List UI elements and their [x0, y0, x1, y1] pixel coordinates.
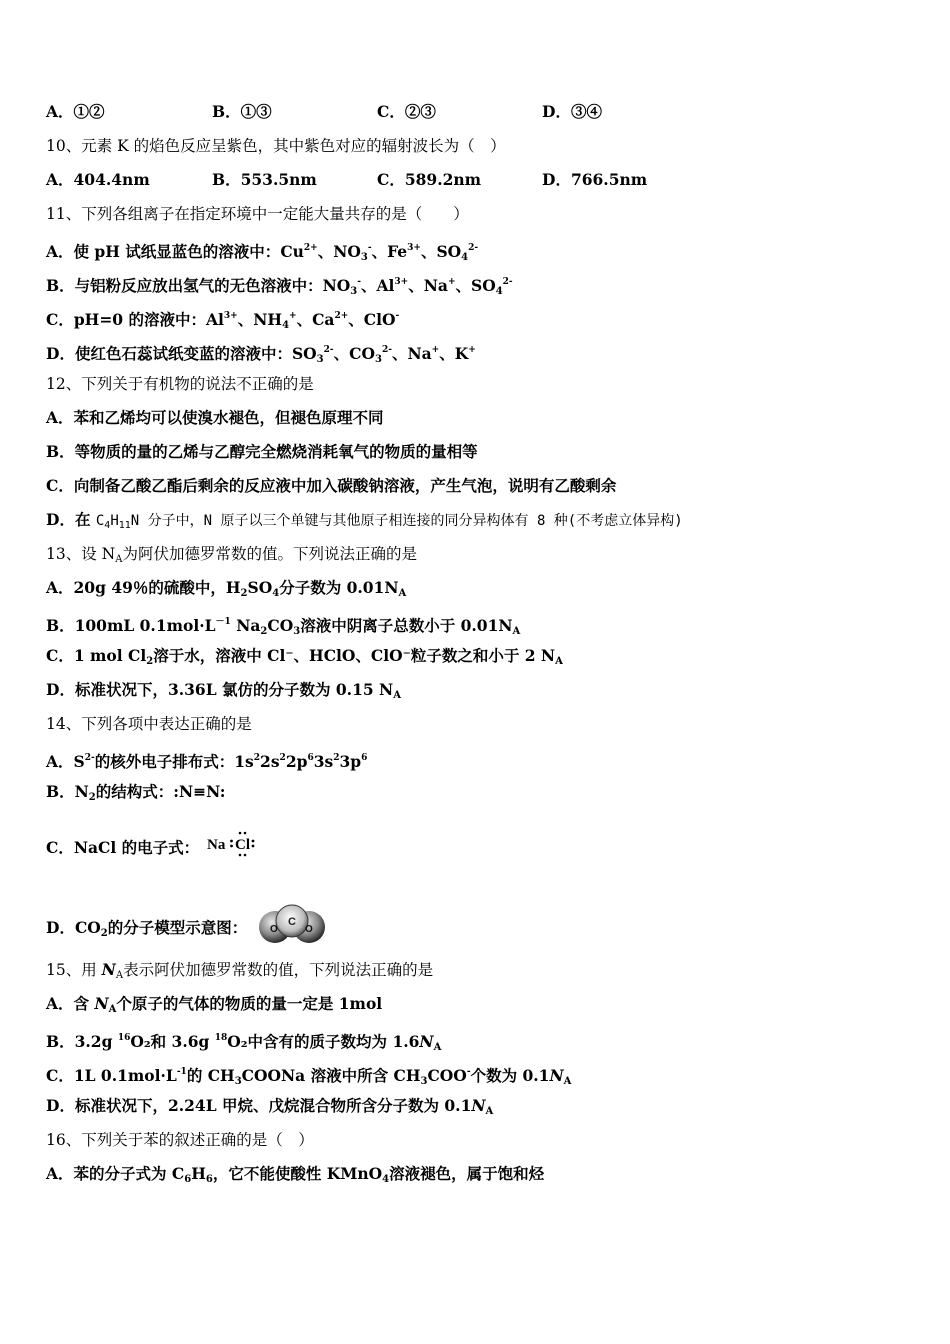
nacl-electron-formula: [207, 829, 263, 859]
q12-d-suffix: N 分子中，N 原子以三个单键与其他原子相连接的同分异构体有 8 种(不考虑立体异构): [130, 513, 683, 529]
q15-c-post: 个数为 0.1: [470, 1066, 550, 1085]
q15-stem-a: 15、用: [46, 961, 102, 979]
q15-b-pre: B．3.2g: [46, 1032, 118, 1051]
q13-option-b: B．100mL $0.1mol\cdot L^{-1}$ $Na_2CO_3$溶液中阴离子总数小于 $0.01N_A$: [46, 616, 521, 637]
q9-option-d: D．③④: [542, 102, 602, 121]
q14-a-post: 的核外电子排布式：: [94, 752, 235, 771]
q15-c-mid: 的 CH: [186, 1066, 235, 1085]
q14-stem: 14、下列各项中表达正确的是: [46, 715, 252, 733]
q11-option-b: B．与铝粉反应放出氢气的无色溶液中：$NO_3^-$、$Al^{3+}$、Na+、$SO_4^{2-}$: [46, 276, 513, 297]
q12-stem: 12、下列关于有机物的说法不正确的是: [46, 375, 314, 393]
q10-option-c: C．589.2nm: [377, 170, 482, 189]
q13-b-post: 溶液中阴离子总数小于 0.01N: [300, 616, 513, 635]
q15-stem-b: 表示阿伏加德罗常数的值，下列说法正确的是: [123, 961, 434, 979]
q13-b-pre: B．100mL 0.1mol·L: [46, 616, 216, 635]
q15-b-mid: O₂和 3.6g: [130, 1032, 215, 1051]
q12-option-b: B．等物质的量的乙烯与乙醇完全燃烧消耗氧气的物质的量相等: [46, 442, 478, 461]
q11-option-d: D．使红色石蕊试纸变蓝的溶液中：$SO_3^{2-}$、$CO_3^{2-}$、Na+、K+: [46, 344, 476, 365]
svg-text:O: O: [304, 924, 313, 935]
q13-b-mid: Na: [230, 616, 261, 635]
q13-stem: 13、设 $N_A$为阿伏加德罗常数的值。下列说法正确的是: [46, 545, 417, 565]
q10-stem: 10、元素 K 的焰色反应呈紫色，其中紫色对应的辐射波长为（ ）: [46, 137, 506, 155]
q9-option-c: C．②③: [377, 102, 436, 121]
q14-option-a: A．$S^{2-}$的核外电子排布式：$1s^22s^22p^63s^23p^6$: [46, 752, 368, 771]
q10-option-a: A．404.4nm: [46, 170, 150, 189]
svg-text:O: O: [269, 924, 278, 935]
q13-option-c: C．1 mol $Cl_2$溶于水，溶液中 Cl⁻、HClO、ClO⁻粒子数之和小于 2 $N_A$: [46, 646, 563, 667]
q16-a-mid: ，它不能使酸性 KMnO: [212, 1164, 383, 1183]
q9-option-b: B．①③: [212, 102, 272, 121]
q16-option-a: A．苯的分子式为 $C_6H_6$，它不能使酸性 KMnO$_4$溶液褪色，属于饱和烃: [46, 1164, 545, 1185]
q15-d-pre: D．标准状况下，2.24L 甲烷、戊烷混合物所含分子数为 0.1: [46, 1096, 472, 1115]
q9-option-a: A．①②: [46, 102, 105, 121]
q15-option-d: D．标准状况下，2.24L 甲烷、戊烷混合物所含分子数为 $0.1N_A$: [46, 1096, 494, 1117]
q13-stem-b: 为阿伏加德罗常数的值。下列说法正确的是: [122, 545, 417, 563]
q15-a-post: 个原子的气体的物质的量一定是 1mol: [116, 994, 383, 1013]
q15-b-post: O₂中含有的质子数均为 1.6: [227, 1032, 420, 1051]
q15-option-b: B．3.2g $^{16}$O₂和 3.6g $^{18}$O₂中含有的质子数均为 $1.6N_A$: [46, 1032, 442, 1053]
q14-b-pre: B．N: [46, 782, 89, 801]
q16-stem: 16、下列关于苯的叙述正确的是（ ）: [46, 1131, 314, 1149]
q13-a-post: 分子数为 0.01N: [279, 578, 399, 597]
q16-a-pre: A．苯的分子式为 C: [46, 1164, 185, 1183]
q14-d-pre: D．CO: [46, 918, 101, 937]
q13-c-post: 溶于水，溶液中 Cl⁻、HClO、ClO⁻粒子数之和小于 2 N: [153, 646, 556, 665]
q13-stem-a: 13、设 N: [46, 545, 116, 563]
q10-option-b: B．553.5nm: [212, 170, 317, 189]
q14-b-post: 的结构式：:N≡N:: [95, 782, 226, 801]
q14-option-c: [46, 829, 263, 859]
q13-a-pre: A．20g 49％的硫酸中，H: [46, 578, 241, 597]
q12-option-a: A．苯和乙烯均可以使溴水褪色，但褪色原理不同: [46, 408, 384, 427]
q13-c-pre: C．1 mol Cl: [46, 646, 147, 665]
svg-text:C: C: [287, 916, 296, 928]
q15-stem: 15、用 $N_A$表示阿伏加德罗常数的值，下列说法正确的是: [46, 960, 434, 981]
q11-d-prefix: D．使红色石蕊试纸变蓝的溶液中：: [46, 344, 292, 363]
q15-a-pre: A．含: [46, 994, 95, 1013]
q13-d-pre: D．标准状况下，3.36L 氯仿的分子数为 0.15 N: [46, 680, 394, 699]
q14-a-pre: A．S: [46, 752, 85, 771]
q13-option-d: D．标准状况下，3.36L 氯仿的分子数为 0.15 $N_A$: [46, 680, 401, 701]
q15-option-a: A．含 $N_A$个原子的气体的物质的量一定是 1mol: [46, 994, 383, 1015]
q14-c-pre: C．NaCl 的电子式：: [46, 838, 200, 857]
q11-c-prefix: C．pH=0 的溶液中：: [46, 310, 206, 329]
q10-option-d: D．766.5nm: [542, 170, 648, 189]
q14-d-post: 的分子模型示意图：: [107, 918, 248, 937]
q11-option-c: C．pH=0 的溶液中：$Al^{3+}$、$NH_4^+$、$Ca^{2+}$、ClO-: [46, 310, 400, 331]
q12-d-prefix: D．在: [46, 510, 96, 529]
q12-option-c: C．向制备乙酸乙酯后剩余的反应液中加入碳酸钠溶液，产生气泡，说明有乙酸剩余: [46, 476, 617, 495]
q12-option-d: D．在 $C_4H_{11}N$ 分子中，N 原子以三个单键与其他原子相连接的同分异构体有 8 种(不考虑立体异构): [46, 510, 683, 531]
nacl-na-text: Na: [206, 837, 225, 853]
q16-a-post: 溶液褪色，属于饱和烃: [389, 1164, 545, 1183]
q11-b-prefix: B．与铝粉反应放出氢气的无色溶液中：: [46, 276, 323, 295]
q11-option-a: A．使 pH 试纸显蓝色的溶液中：$Cu^{2+}$、$NO_3^-$、$Fe^{3+}$、$SO_4^{2-}$: [46, 242, 479, 263]
svg-text:Cl: Cl: [234, 837, 250, 853]
q14-option-b: B．$N_2$的结构式：:N≡N:: [46, 782, 226, 803]
q13-a-mid: SO: [247, 578, 273, 597]
q15-c-mid2: COONa 溶液中所含 CH: [241, 1066, 421, 1085]
q15-c-pre: C．1L 0.1mol·L: [46, 1066, 177, 1085]
co2-molecule-model-image: [257, 899, 327, 947]
q11-stem: 11、下列各组离子在指定环境中一定能大量共存的是（ ）: [46, 205, 469, 223]
q15-option-c: C．1L $0.1mol\cdot L^{-1}$的 $CH_3COONa$ 溶液中所含 $CH_3COO^-$个数为 $0.1N_A$: [46, 1066, 572, 1087]
q13-option-a: A．20g 49％的硫酸中，$H_2SO_4$分子数为 $0.01N_A$: [46, 578, 407, 599]
q14-option-d: D．$CO_2$的分子模型示意图： C O O: [46, 899, 327, 947]
q11-a-prefix: A．使 pH 试纸显蓝色的溶液中：: [46, 242, 281, 261]
